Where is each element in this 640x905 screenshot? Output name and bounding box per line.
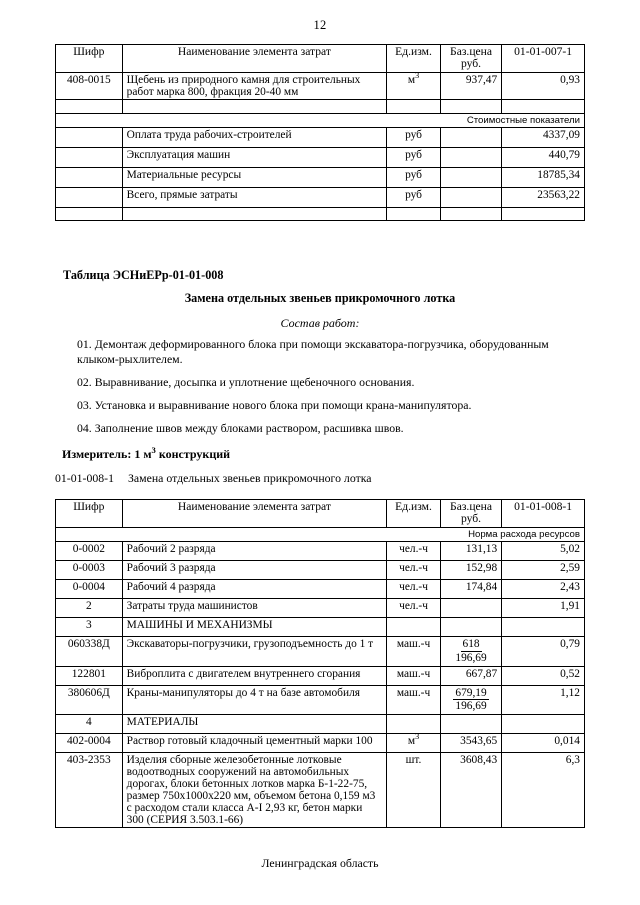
price-numerator: 618 [462, 638, 480, 651]
spacer-cell [440, 100, 501, 114]
unit-base: м [407, 735, 416, 748]
table1-sum1-name: Эксплуатация машин [122, 148, 387, 168]
table2-row1-name: Рабочий 3 разряда [122, 561, 387, 580]
tail-cell [387, 208, 441, 221]
table2-row3-code: 2 [56, 599, 123, 618]
table2-row0-value: 5,02 [502, 542, 585, 561]
table1-header [56, 45, 585, 73]
table2-mat0-price: 3543,65 [440, 734, 501, 753]
table1-sum0-value: 4337,09 [502, 128, 585, 148]
table-row-section-machines [56, 618, 585, 637]
table1-band-label: Стоимостные показатели [56, 114, 585, 128]
table2-mach0-code: 060338Д [56, 637, 123, 667]
table-row [56, 561, 585, 580]
table2-row0-unit: чел.-ч [387, 542, 441, 561]
unit-exponent: 3 [415, 732, 420, 742]
izmeritel-exponent: 3 [151, 445, 156, 456]
materials-head-name: МАТЕРИАЛЫ [122, 715, 387, 734]
table1-header-unit: Ед.изм. [387, 45, 441, 73]
table1-header-name: Наименование элемента затрат [122, 45, 387, 73]
unit-exponent: 3 [415, 71, 420, 81]
table1-row0-price: 937,47 [440, 73, 501, 100]
section-table-label: Таблица ЭСНиЕРр-01-01-008 [63, 268, 224, 282]
table2-header-price-line2: руб. [461, 512, 482, 526]
table2-mach2-unit: маш.-ч [387, 685, 441, 715]
machines-head-name: МАШИНЫ И МЕХАНИЗМЫ [122, 618, 387, 637]
table1-sum2-name: Материальные ресурсы [122, 168, 387, 188]
table2-header-unit: Ед.изм. [387, 500, 441, 528]
table1-sum2-unit: руб [387, 168, 441, 188]
table-row [56, 580, 585, 599]
table2-mach1-price: 667,87 [440, 666, 501, 685]
unit-base: м [407, 74, 416, 86]
table2-mach2-name: Краны-манипуляторы до 4 т на базе автомобиля [122, 685, 387, 715]
table2-row2-unit: чел.-ч [387, 580, 441, 599]
table1-header-price-line2: руб. [461, 57, 482, 71]
table2-row0-price: 131,13 [440, 542, 501, 561]
spacer-cell [502, 100, 585, 114]
work-item: 02. Выравнивание, досыпка и уплотнение щебеночного основания. [77, 375, 415, 390]
table1-sum0-code [56, 128, 123, 148]
section-table-title: Замена отдельных звеньев прикромочного лотка [184, 291, 456, 306]
table2-mat1-value: 6,3 [502, 753, 585, 828]
table1-row0-unit [387, 73, 441, 100]
cost-table-007 [55, 44, 585, 221]
machines-head-unit [387, 618, 441, 637]
table2-header-value: 01-01-008-1 [502, 500, 585, 528]
table-row [56, 599, 585, 618]
table2-row1-price: 152,98 [440, 561, 501, 580]
table1-sum0-name: Оплата труда рабочих-строителей [122, 128, 387, 148]
table2-row1-code: 0-0003 [56, 561, 123, 580]
table2-mach1-value: 0,52 [502, 666, 585, 685]
table2-body [56, 528, 585, 828]
machines-head-value [502, 618, 585, 637]
table2-row2-name: Рабочий 4 разряда [122, 580, 387, 599]
tail-cell [56, 208, 123, 221]
machines-head-code: 3 [56, 618, 123, 637]
materials-head-price [440, 715, 501, 734]
table1-row0-value: 0,93 [502, 73, 585, 100]
table2-row1-unit: чел.-ч [387, 561, 441, 580]
table1-row0-name: Щебень из природного камня для строительных работ марка 800, фракция 20-40 мм [122, 73, 387, 100]
spacer-cell [56, 100, 123, 114]
table2-header-price-line1: Баз.цена [450, 500, 493, 514]
table1-sum3-unit: руб [387, 188, 441, 208]
table-row [56, 666, 585, 685]
table-row [56, 753, 585, 828]
table1-header-code: Шифр [56, 45, 123, 73]
table2-mat0-value: 0,014 [502, 734, 585, 753]
table2-row0-name: Рабочий 2 разряда [122, 542, 387, 561]
table1-sum1-code [56, 148, 123, 168]
work-item: 03. Установка и выравнивание нового блока при помощи крана-манипулятора. [77, 397, 472, 412]
materials-head-unit [387, 715, 441, 734]
table2-mat0-name: Раствор готовый кладочный цементный марки 100 [122, 734, 387, 753]
table1-tail-row [56, 208, 585, 221]
table-row [56, 168, 585, 188]
table2-band-label: Норма расхода ресурсов [56, 528, 585, 542]
section-description [55, 267, 585, 487]
table2-header-price [440, 500, 501, 528]
table2-mach1-unit: маш.-ч [387, 666, 441, 685]
table1-body [56, 73, 585, 221]
tail-cell [440, 208, 501, 221]
table-row [56, 128, 585, 148]
table1-sum3-code [56, 188, 123, 208]
table2-mach1-code: 122801 [56, 666, 123, 685]
sostav-rabot-label: Состав работ: [280, 315, 360, 330]
table2-mach0-value: 0,79 [502, 637, 585, 667]
table2-mat1-price: 3608,43 [440, 753, 501, 828]
price-denominator: 196,69 [455, 700, 487, 713]
page-footer: Ленинградская область [261, 856, 379, 871]
izmeritel-label: Измеритель: 1 м [62, 447, 152, 462]
page-number: 12 [313, 18, 327, 32]
table-row [56, 637, 585, 667]
spacer-cell [387, 100, 441, 114]
table1-sum0-price [440, 128, 501, 148]
norm-code: 01-01-008-1 [55, 471, 114, 486]
table-row [56, 734, 585, 753]
table1-sum1-price [440, 148, 501, 168]
tail-cell [122, 208, 387, 221]
table2-mach0-price [440, 637, 501, 667]
table1-header-price-line1: Баз.цена [450, 45, 493, 58]
machines-head-price [440, 618, 501, 637]
table2-row0-code: 0-0002 [56, 542, 123, 561]
izmeritel-tail: конструкций [155, 447, 231, 462]
table2-mat0-code: 402-0004 [56, 734, 123, 753]
table2-mach1-name: Виброплита с двигателем внутреннего сгорания [122, 666, 387, 685]
table1-header-value: 01-01-007-1 [502, 45, 585, 73]
table-row [56, 542, 585, 561]
table2-mach0-name: Экскаваторы-погрузчики, грузоподъемность до 1 т [122, 637, 387, 667]
table1-sum3-value: 23563,22 [502, 188, 585, 208]
table2-mach2-price [440, 685, 501, 715]
table1-sum1-unit: руб [387, 148, 441, 168]
table2-row2-code: 0-0004 [56, 580, 123, 599]
price-numerator: 679,19 [455, 686, 487, 699]
izmeritel-line [62, 446, 585, 462]
table1-sum0-unit: руб [387, 128, 441, 148]
table2-row3-unit: чел.-ч [387, 599, 441, 618]
table1-sum2-value: 18785,34 [502, 168, 585, 188]
table1-sum3-name: Всего, прямые затраты [122, 188, 387, 208]
table2-mach0-unit: маш.-ч [387, 637, 441, 667]
materials-head-value [502, 715, 585, 734]
price-denominator: 196,69 [455, 651, 487, 664]
work-item: 04. Заполнение швов между блоками раствором, расшивка швов. [77, 420, 404, 435]
table-row [56, 73, 585, 100]
table2-mach2-code: 380606Д [56, 685, 123, 715]
table2-row3-value: 1,91 [502, 599, 585, 618]
table1-sum2-code [56, 168, 123, 188]
table1-band-row [56, 114, 585, 128]
table2-header-name: Наименование элемента затрат [122, 500, 387, 528]
table1-sum2-price [440, 168, 501, 188]
table2-header [56, 500, 585, 528]
table2-header-row [56, 500, 585, 528]
table1-row0-code: 408-0015 [56, 73, 123, 100]
table2-row3-name: Затраты труда машинистов [122, 599, 387, 618]
work-item: 01. Демонтаж деформированного блока при помощи экскаватора-погрузчика, оборудованным клыком-рыхлителем. [77, 336, 549, 367]
table2-mat1-unit: шт. [387, 753, 441, 828]
table2-mach2-value: 1,12 [502, 685, 585, 715]
table1-sum1-value: 440,79 [502, 148, 585, 168]
table-row [56, 188, 585, 208]
table2-row2-price: 174,84 [440, 580, 501, 599]
table2-mat1-code: 403-2353 [56, 753, 123, 828]
table2-mat0-unit [387, 734, 441, 753]
table2-row2-value: 2,43 [502, 580, 585, 599]
materials-head-code: 4 [56, 715, 123, 734]
norm-name: Замена отдельных звеньев прикромочного лотка [127, 471, 372, 486]
table2-header-code: Шифр [56, 500, 123, 528]
tail-cell [502, 208, 585, 221]
spacer-cell [122, 100, 387, 114]
table2-row1-value: 2,59 [502, 561, 585, 580]
table1-sum3-price [440, 188, 501, 208]
table-row-section-materials [56, 715, 585, 734]
table-row [56, 148, 585, 168]
table1-header-row [56, 45, 585, 73]
table2-band-row [56, 528, 585, 542]
table2-row3-price [440, 599, 501, 618]
norm-line [55, 471, 585, 487]
cost-table-008 [55, 499, 585, 828]
table1-spacer-row [56, 100, 585, 114]
table2-mat1-name: Изделия сборные железобетонные лотковые водоотводных сооружений на автомобильных дорогах, блоки бетонных лотков марка Б-1-22-75, размер 750х1000х220 мм, объемом бетона 0,159 м3 с расходом стали класса А-I 2,93 кг, бетон марки 300 (СЕРИЯ 3.503.1-66) [122, 753, 387, 828]
table-row [56, 685, 585, 715]
table1-header-price [440, 45, 501, 73]
